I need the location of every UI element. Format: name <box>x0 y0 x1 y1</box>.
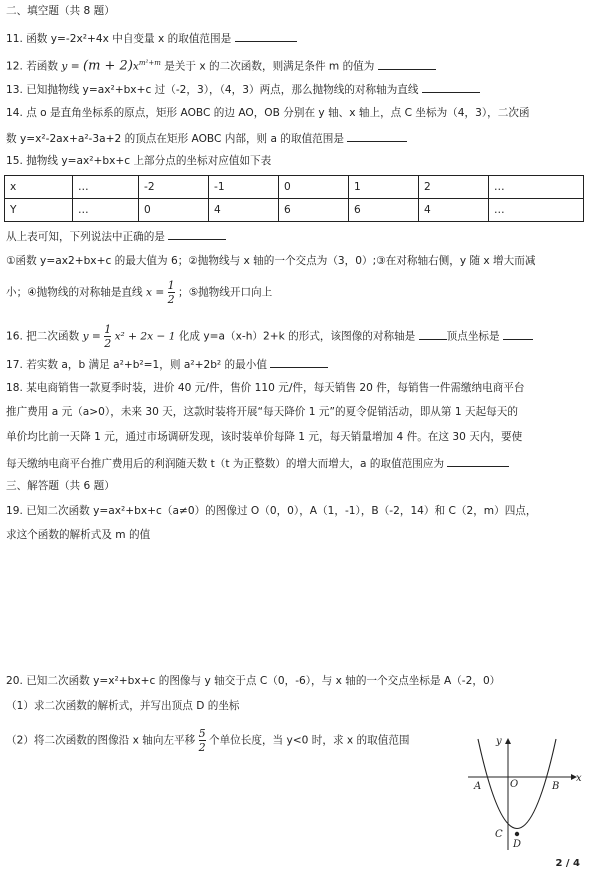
table-row-x <box>5 176 584 199</box>
table-cell: -1 <box>209 176 279 199</box>
section-3-title: 三、解答题（共 6 题） <box>6 480 115 492</box>
point-c-label: C <box>495 829 503 840</box>
table-cell: 4 <box>209 199 279 222</box>
question-12-mid: 是关于 x 的二次函数，则满足条件 m 的值为 <box>164 60 375 73</box>
question-13-text: 13. 已知抛物线 y=ax²+bx+c 过（-2，3），（4，3）两点，那么抛物线的对称轴为直线 <box>6 84 419 96</box>
answer-blank-11[interactable] <box>235 30 297 42</box>
q12-var: x <box>132 60 139 73</box>
question-15-options-line1: ①函数 y=ax2+bx+c 的最大值为 6；②抛物线与 x 轴的一个交点为（3，0）;③在对称轴右侧，y 随 x 增大而减 <box>6 255 536 267</box>
answer-blank-16a[interactable] <box>419 328 447 340</box>
question-15-after: 从上表可知，下列说法中正确的是 <box>6 231 165 243</box>
question-16-pre: 16. 把二次函数 <box>6 330 83 343</box>
section-2-title: 二、填空题（共 8 题） <box>6 5 115 17</box>
question-18-line2: 推广费用 a 元（a>0），未来 30 天，这款时装将开展“每天降价 1 元”的夏令促销活动，即从第 1 天起每天的 <box>6 406 518 418</box>
q15-eq: = <box>155 286 165 299</box>
answer-blank-16b[interactable] <box>503 328 533 340</box>
x-axis-label: x <box>576 773 582 784</box>
origin-label: O <box>510 779 519 790</box>
answer-blank-13[interactable] <box>422 81 480 93</box>
question-14-line1: 14. 点 o 是直角坐标系的原点，矩形 AOBC 的边 AO，OB 分别在 y 轴、x 轴上，点 C 坐标为（4，3），二次函 <box>6 107 530 119</box>
question-19-line2: 求这个函数的解析式及 m 的值 <box>6 529 151 541</box>
question-12-pre: 12. 若函数 <box>6 60 62 73</box>
table-cell: x <box>5 176 73 199</box>
question-20-line1: 20. 已知二次函数 y=x²+bx+c 的图像与 y 轴交于点 C（0，-6），与 x 轴的一个交点坐标是 A（-2，0） <box>6 675 501 687</box>
question-20-part2 <box>6 728 410 753</box>
table-cell: -2 <box>139 176 209 199</box>
vertex-point <box>515 832 519 836</box>
q16-y: y <box>82 330 89 343</box>
question-14-text: 数 y=x²-2ax+a²-3a+2 的顶点在矩形 AOBC 内部，则 a 的取值范围是 <box>6 133 344 145</box>
answer-blank-17[interactable] <box>270 356 328 368</box>
table-cell: Y <box>5 199 73 222</box>
table-cell: 6 <box>279 199 349 222</box>
table-cell: 2 <box>419 176 489 199</box>
question-20-part1: （1）求二次函数的解析式，并写出顶点 D 的坐标 <box>6 700 240 712</box>
question-18-line3: 单价均比前一天降 1 元，通过市场调研发现，该时装单价每降 1 元，每天销量增加 4 件。在这 30 天内，要使 <box>6 431 523 443</box>
fraction-half: $\frac{1}{2}$ <box>104 323 112 350</box>
table-cell: … <box>489 176 584 199</box>
y-axis-label: y <box>496 736 502 747</box>
question-11-text: 11. 函数 y=-2x²+4x 中自变量 x 的取值范围是 <box>6 33 232 45</box>
answer-blank-18[interactable] <box>447 455 509 467</box>
value-table <box>4 175 584 222</box>
q16-expression: x² + 2x − 1 <box>114 330 176 343</box>
question-15-prompt <box>6 228 226 244</box>
q12-exponent: m²+m <box>138 59 161 67</box>
point-d-label: D <box>513 839 522 850</box>
table-cell: 0 <box>279 176 349 199</box>
q15-x: x <box>146 286 152 299</box>
table-cell: 4 <box>419 199 489 222</box>
question-18-line4 <box>6 455 509 471</box>
question-17 <box>6 356 328 372</box>
question-16-mid2: 顶点坐标是 <box>446 330 500 343</box>
q12-base: (m + 2) <box>83 58 133 74</box>
page-number: 2 / 4 <box>555 858 580 869</box>
table-cell: … <box>73 176 139 199</box>
question-18-line1: 18. 某电商销售一款夏季时装，进价 40 元/件，售价 110 元/件，每天销售 20 件，每销售一件需缴纳电商平台 <box>6 382 525 394</box>
question-12: 12. 若函数 $y = (m + 2)x^{m^2+m}$ 是关于 x 的二次函数，则满足条件 m 的值为 <box>6 56 436 74</box>
fraction-half: $\frac{1}{2}$ <box>167 279 175 306</box>
question-16: 16. 把二次函数 y = $\frac{1}{2}$ x² + 2x − 1 化成 y=a（x-h）2+k 的形式，该图像的对称轴是 顶点坐标是 <box>6 324 533 349</box>
table-row-y <box>5 199 584 222</box>
answer-blank-12[interactable] <box>378 58 436 70</box>
table-cell: … <box>489 199 584 222</box>
question-11 <box>6 30 297 46</box>
q15-opt2-pre: 小；④抛物线的对称轴是直线 <box>6 286 146 299</box>
point-b-label: B <box>552 781 560 792</box>
fraction-five-halves: $\frac{5}{2}$ <box>198 727 206 754</box>
point-a-label: A <box>474 781 482 792</box>
table-cell: 1 <box>349 176 419 199</box>
question-16-mid: 化成 y=a（x-h）2+k 的形式，该图像的对称轴是 <box>178 330 416 343</box>
question-20-part2-pre: （2）将二次函数的图像沿 x 轴向左平移 <box>6 734 196 747</box>
q15-opt2-post: ；⑤抛物线开口向上 <box>178 286 273 299</box>
question-15-options-line2 <box>6 280 272 305</box>
question-13 <box>6 81 480 97</box>
table-cell: 0 <box>139 199 209 222</box>
question-17-text: 17. 若实数 a，b 满足 a²+b²=1，则 a²+2b² 的最小值 <box>6 359 267 371</box>
question-14-line2 <box>6 130 407 146</box>
answer-blank-15[interactable] <box>168 228 226 240</box>
question-20-part2-post: 个单位长度，当 y<0 时，求 x 的取值范围 <box>209 734 410 747</box>
q12-y: y <box>61 60 68 73</box>
answer-blank-14[interactable] <box>347 130 407 142</box>
parabola-graph <box>466 735 584 853</box>
question-19-line1: 19. 已知二次函数 y=ax²+bx+c（a≠0）的图像过 O（0，0），A（1，-1），B（-2，14）和 C（2，m）四点， <box>6 505 537 517</box>
question-18-text: 每天缴纳电商平台推广费用后的利润随天数 t（t 为正整数）的增大而增大，a 的取值范围应为 <box>6 458 445 470</box>
question-15-text: 15. 抛物线 y=ax²+bx+c 上部分点的坐标对应值如下表 <box>6 155 272 167</box>
table-cell: … <box>73 199 139 222</box>
table-cell: 6 <box>349 199 419 222</box>
